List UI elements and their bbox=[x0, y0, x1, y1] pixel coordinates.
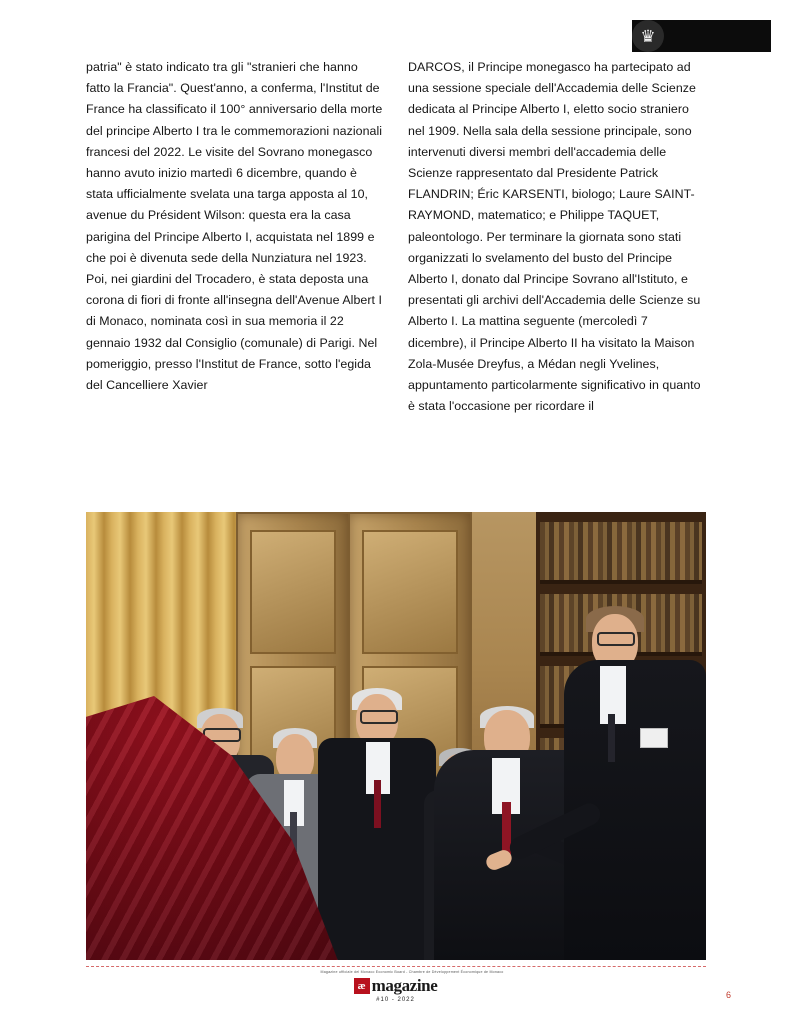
footer-logo-mark bbox=[354, 976, 438, 996]
name-badge bbox=[640, 728, 668, 748]
page-number: 6 bbox=[726, 990, 732, 1000]
footer-tagline: Magazine ufficiale del Monaco Economic Board - Chambre de Développement Économique de Monaco bbox=[320, 970, 504, 974]
person-with-badge-right bbox=[564, 570, 706, 960]
glasses-icon bbox=[597, 632, 635, 646]
person-prince-albert-ii bbox=[434, 660, 584, 960]
article-photo bbox=[86, 512, 706, 960]
footer-logo-square: æ bbox=[354, 978, 370, 994]
article-column-right bbox=[408, 57, 705, 417]
tie bbox=[374, 780, 381, 828]
crown-icon: ♛ bbox=[632, 20, 664, 52]
photo-scene bbox=[86, 512, 706, 960]
footer-issue: #10 - 2022 bbox=[376, 997, 415, 1003]
article-paragraph-right: DARCOS, il Principe monegasco ha partecipato ad una sessione speciale dell'Accademia delle Scienze dedicata al Principe Alberto I, eletto socio straniero nel 1909. Nella sala della sessione principale, sono intervenuti diversi membri dell'accademia delle Scienze rappresentato dal Presidente Patrick FLANDRIN; Éric KARSENTI, biologo; Laure SAINT-RAYMOND, matematico; e Philippe TAQUET, paleontologo. Per terminare la giornata sono stati organizzati lo svelamento del busto del Principe Alberto I, donato dal Principe Sovrano all'Istituto, e presentati gli archivi dell'Accademia delle Scienze su Alberto I. La mattina seguente (mercoledì 7 dicembre), il Principe Alberto II ha visitato la Maison Zola-Musée Dreyfus, a Médan negli Yvelines, appuntamento particolarmente significativo in quanto è stata l'occasione per ricordare il bbox=[408, 60, 701, 414]
door-panel-upper bbox=[362, 530, 458, 654]
header-brand-bar bbox=[632, 20, 771, 52]
article-column-left bbox=[86, 57, 383, 417]
footer-logo-word: magazine bbox=[371, 976, 438, 995]
article-paragraph-left: patria" è stato indicato tra gli "stranieri che hanno fatto la Francia". Quest'anno, a conferma, l'Institut de France ha classificato il 100° anniversario della morte del principe Alberto I tra le commemorazioni nazionali francesi del 2022. Le visite del Sovrano monegasco hanno avuto inizio martedì 6 dicembre, quando è stata ufficialmente svelata una targa apposta al 10, avenue du Président Wilson: questa era la casa parigina del Principe Alberto I, acquistata nel 1899 e che poi è divenuta sede della Nunziatura nel 1923. Poi, nei giardini del Trocadero, è stata deposta una corona di fiori di fronte all'insegna dell'Avenue Albert I di Monaco, nominata così in sua memoria il 22 gennaio 1932 dal Consiglio (comunale) di Parigi. Nel pomeriggio, presso l'Institut de France, sotto l'egida del Cancelliere Xavier bbox=[86, 60, 383, 393]
footer-divider bbox=[86, 966, 706, 967]
door-panel-upper bbox=[250, 530, 336, 654]
person-with-glasses-left bbox=[318, 670, 436, 960]
brand-wordmark-dark bbox=[664, 20, 771, 52]
footer-logo bbox=[320, 970, 504, 1003]
glasses-icon bbox=[360, 710, 398, 724]
article-body bbox=[86, 57, 706, 417]
tie bbox=[608, 714, 615, 762]
